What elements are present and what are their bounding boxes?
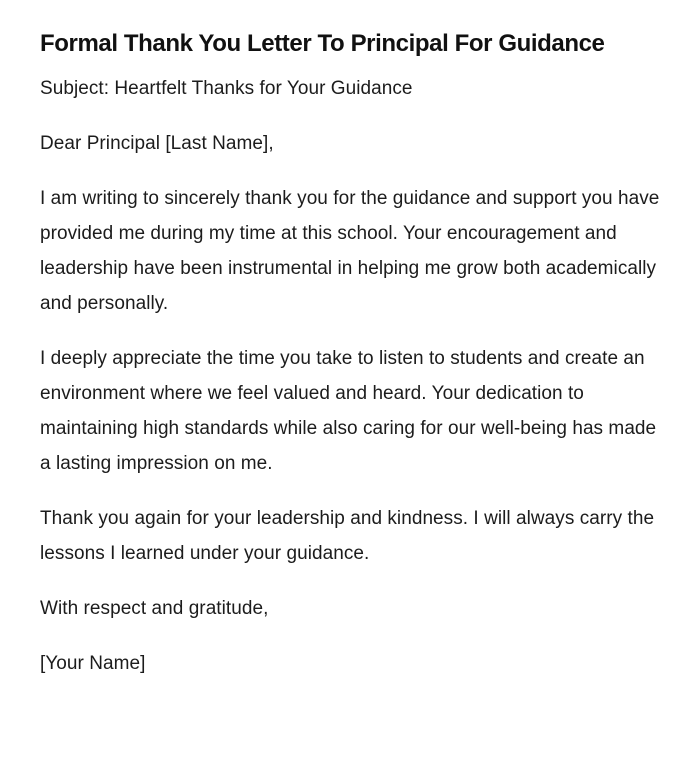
letter-closing: With respect and gratitude, <box>40 598 269 619</box>
letter-paragraph-1: I am writing to sincerely thank you for the guidance and support you have provided me during my time at this school. Your encouragement and leadership have been instrumental in helping me grow both academically and personally. <box>40 188 660 314</box>
letter-signature: [Your Name] <box>40 653 146 674</box>
letter-subject: Subject: Heartfelt Thanks for Your Guidance <box>40 78 413 99</box>
letter-greeting: Dear Principal [Last Name], <box>40 133 274 154</box>
letter-paragraph-2: I deeply appreciate the time you take to listen to students and create an environment where we feel valued and heard. Your dedication to maintaining high standards while also caring for our well-being has made a lasting impression on me. <box>40 348 657 474</box>
letter-paragraph-3: Thank you again for your leadership and kindness. I will always carry the lessons I learned under your guidance. <box>40 508 655 564</box>
letter-title: Formal Thank You Letter To Principal For Guidance <box>40 30 605 57</box>
